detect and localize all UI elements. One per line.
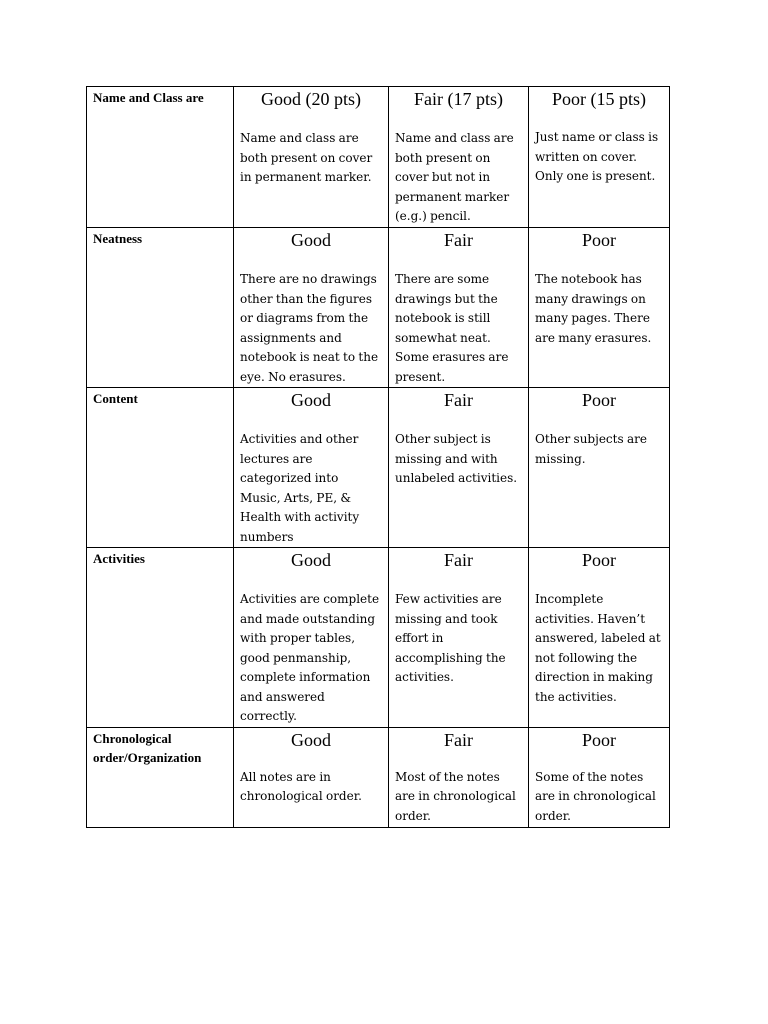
rating-description-good: There are no drawings other than the figures or diagrams from the assignments and notebook is neat to the eye. No erasures. (240, 272, 379, 384)
rating-label-good: Good (291, 230, 331, 250)
rating-label-fair: Fair (17 pts) (414, 89, 503, 109)
rating-label-good: Good (291, 729, 331, 750)
criterion-label: Activities (93, 551, 145, 566)
rating-description-fair: Name and class are both present on cover but not in permanent marker (e.g.) pencil. (395, 131, 514, 223)
rating-description-poor: Other subjects are missing. (535, 432, 647, 466)
good-cell (234, 727, 389, 827)
rubric-row-chronological-order (87, 727, 670, 827)
criterion-cell (87, 548, 234, 728)
rating-description-fair: There are some drawings but the notebook is still somewhat neat. Some erasures are present. (395, 272, 509, 384)
fair-cell (389, 87, 529, 228)
rating-description-poor: Incomplete activities. Haven’t answered, labeled at not following the direction in making the activities. (535, 592, 661, 704)
rubric-table (86, 86, 670, 828)
good-cell (234, 388, 389, 548)
rating-description-good: All notes are in chronological order. (240, 769, 362, 803)
rating-label-fair: Fair (444, 230, 473, 250)
rubric-row-neatness (87, 228, 670, 388)
poor-cell (529, 388, 670, 548)
fair-cell (389, 228, 529, 388)
rating-description-good: Activities are complete and made outstanding with proper tables, good penmanship, complete information and answered correctly. (240, 592, 380, 723)
rating-description-good: Activities and other lectures are categorized into Music, Arts, PE, & Health with activity numbers (240, 432, 360, 544)
criterion-cell (87, 727, 234, 827)
rating-label-good: Good (291, 390, 331, 410)
rubric-row-content (87, 388, 670, 548)
poor-cell (529, 548, 670, 728)
rubric-row-name-and-class (87, 87, 670, 228)
rating-description-fair: Other subject is missing and with unlabeled activities. (395, 432, 518, 485)
rating-label-fair: Fair (444, 729, 473, 750)
good-cell (234, 548, 389, 728)
poor-cell (529, 727, 670, 827)
rating-label-poor: Poor (581, 390, 616, 410)
criterion-cell (87, 87, 234, 228)
good-cell (234, 87, 389, 228)
criterion-label: Name and Class are (93, 90, 204, 105)
rating-description-good: Name and class are both present on cover in permanent marker. (240, 131, 373, 184)
rating-label-fair: Fair (444, 390, 473, 410)
rating-description-poor: Just name or class is written on cover. Only one is present. (535, 130, 659, 183)
rating-label-poor: Poor (581, 729, 616, 750)
rating-label-good: Good (20 pts) (261, 89, 361, 109)
rating-label-poor: Poor (15 pts) (552, 89, 646, 109)
criterion-cell (87, 228, 234, 388)
fair-cell (389, 548, 529, 728)
rating-description-fair: Most of the notes are in chronological order. (395, 769, 516, 823)
rubric-row-activities (87, 548, 670, 728)
rating-description-fair: Few activities are missing and took effort in accomplishing the activities. (395, 592, 506, 684)
rating-description-poor: The notebook has many drawings on many pages. There are many erasures. (535, 272, 652, 345)
good-cell (234, 228, 389, 388)
criterion-label: Neatness (93, 231, 143, 246)
rating-label-poor: Poor (581, 550, 616, 570)
criterion-label: Chronological order/Organization (93, 730, 202, 765)
fair-cell (389, 727, 529, 827)
criterion-cell (87, 388, 234, 548)
rating-description-poor: Some of the notes are in chronological order. (535, 769, 656, 823)
rating-label-poor: Poor (581, 230, 616, 250)
poor-cell (529, 87, 670, 228)
rating-label-good: Good (291, 550, 331, 570)
rating-label-fair: Fair (444, 550, 473, 570)
criterion-label: Content (93, 391, 138, 406)
poor-cell (529, 228, 670, 388)
fair-cell (389, 388, 529, 548)
